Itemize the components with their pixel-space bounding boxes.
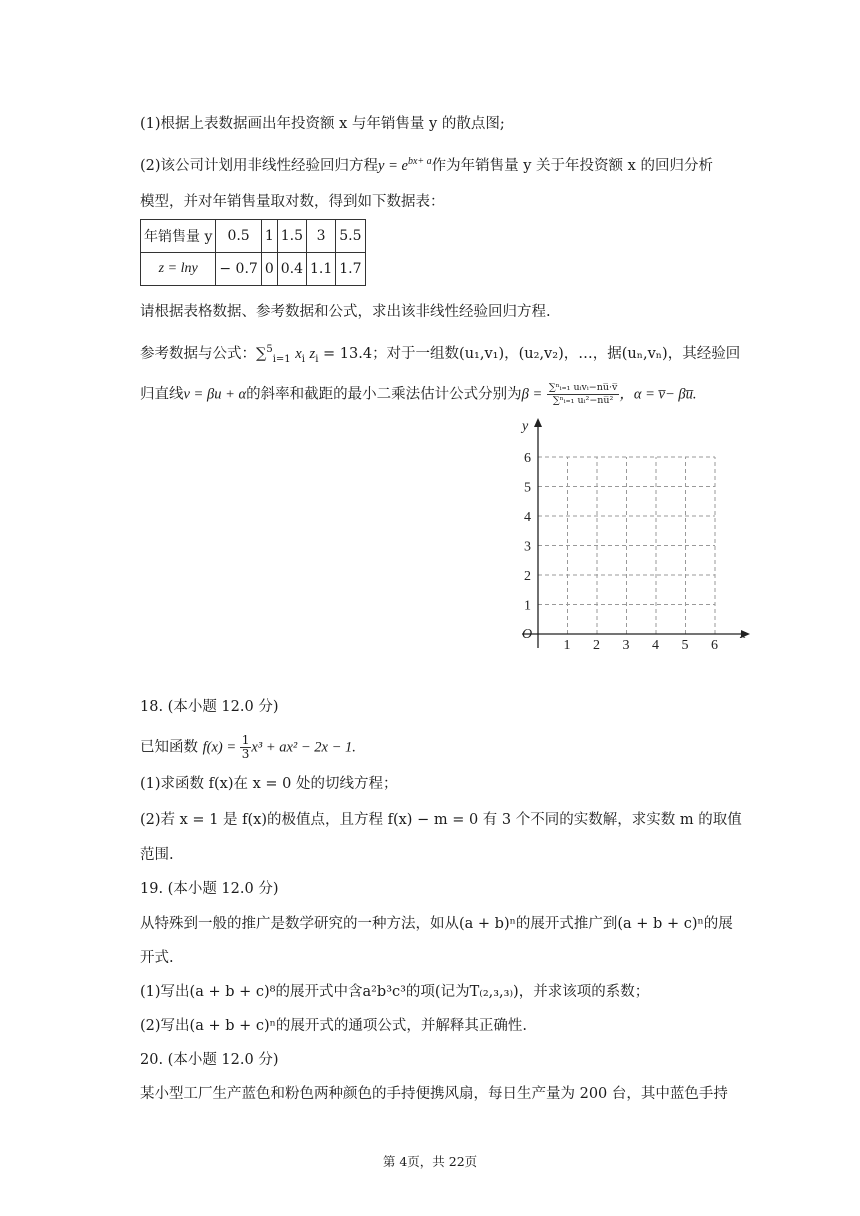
table-cell: 5.5 [336,220,365,253]
q17-reference: 参考数据与公式：∑$^5_{i=1}$ $x_i$ $z_i = 13.4$；对于一组数(u₁,v₁)，(u₂,v₂)，…，据(uₙ,vₙ)，其经验回 [140,344,741,365]
q19-statement-cont: 开式. [140,950,174,966]
table-cell: 1.5 [277,220,306,253]
table-cell: 0.5 [216,220,261,253]
q17-part1: (1)根据上表数据画出年投资额 x 与年销售量 y 的散点图; [140,116,505,132]
q19-statement: 从特殊到一般的推广是数学研究的一种方法，如从(a + b)ⁿ的展开式推广到(a + b + c)ⁿ的展 [140,916,733,932]
x-tick-label: 6 [711,638,718,652]
q18-header: 18. (本小题 12.0 分) [140,699,279,715]
q18-part1: (1)求函数 f(x)在 x = 0 处的切线方程； [140,776,398,792]
page-number: 第 4页，共 22页 [382,1154,478,1169]
table-cell: 1 [261,220,277,253]
y-tick-label: 6 [524,451,531,466]
table-cell: 0.4 [277,253,306,286]
q18-statement: 已知函数 f(x) = $\frac{1}{3}$ x³ + ax² − 2x − 1. [140,733,356,761]
origin-label: O [522,627,533,642]
q20-header: 20. (本小题 12.0 分) [140,1052,279,1068]
x-tick-label: 1 [563,638,571,652]
y-tick-label: 5 [524,480,531,496]
q19-header: 19. (本小题 12.0 分) [140,881,279,897]
q17-part2-cont: 模型，并对年销售量取对数，得到如下数据表： [140,194,445,210]
table-row [141,253,366,286]
q18-part2: (2)若 x = 1 是 f(x)的极值点，且方程 f(x) − m = 0 有 3 个不同的实数解，求实数 m 的取值 [140,812,742,828]
regression-equation: $y = e^{bx+ a}$ [378,156,432,174]
grid-lines [538,457,715,634]
y-tick-label: 3 [524,539,531,555]
data-table [140,219,366,286]
y-tick-label: 2 [524,569,531,584]
y-tick-label: 1 [524,598,531,614]
table-cell: 年销售量 y [141,220,216,253]
q19-part2: (2)写出(a + b + c)ⁿ的展开式的通项公式，并解释其正确性. [140,1018,528,1034]
q19-part1: (1)写出(a + b + c)⁸的展开式中含a²b³c³的项(记为T₍₂,₃,₃₎)，并求该项的系数； [140,984,650,1000]
y-axis-arrow [534,418,542,427]
q18-part2-cont: 范围. [140,847,174,863]
table-row [141,220,366,253]
q17-instruction: 请根据表格数据、参考数据和公式，求出该非线性经验回归方程. [140,304,551,320]
x-tick-label: 3 [622,638,630,652]
q17-reference-formula: 归直线v = βu + α的斜率和截距的最小二乘法估计公式分别为β = $\frac{\text{∑ⁿᵢ₌₁ uᵢvᵢ−nu̅·v̅}}{\text{∑ⁿᵢ₌₁ uᵢ²−nu̅²}}$ ，α = v̅− βu̅. [140,382,697,406]
x-tick-label: 2 [593,638,600,652]
scatter-grid [500,412,760,652]
one-third-fraction: $\frac{1}{3}$ [241,733,250,761]
x-tick-label: 5 [681,638,689,652]
table-cell: 3 [307,220,336,253]
q20-statement: 某小型工厂生产蓝色和粉色两种颜色的手持便携风扇，每日生产量为 200 台，其中蓝色手持 [140,1086,728,1102]
table-cell: 1.7 [336,253,365,286]
table-cell: − 0.7 [216,253,261,286]
table-cell: z = lny [141,253,216,286]
beta-fraction: $\frac{\text{∑ⁿᵢ₌₁ uᵢvᵢ−nu̅·v̅}}{\text{∑ⁿᵢ₌₁ uᵢ²−nu̅²}}$ [548,382,618,406]
table-cell: 1.1 [307,253,336,286]
table-cell: 0 [261,253,277,286]
y-tick-label: 4 [524,510,531,525]
y-axis-label: y [522,419,529,434]
x-tick-label: 4 [652,638,659,652]
q17-part2: (2)该公司计划用非线性经验回归方程$y = e^{bx+ a}$作为年销售量 y 关于年投资额 x 的回归分析 [140,156,713,174]
x-axis-label: x [740,626,746,641]
